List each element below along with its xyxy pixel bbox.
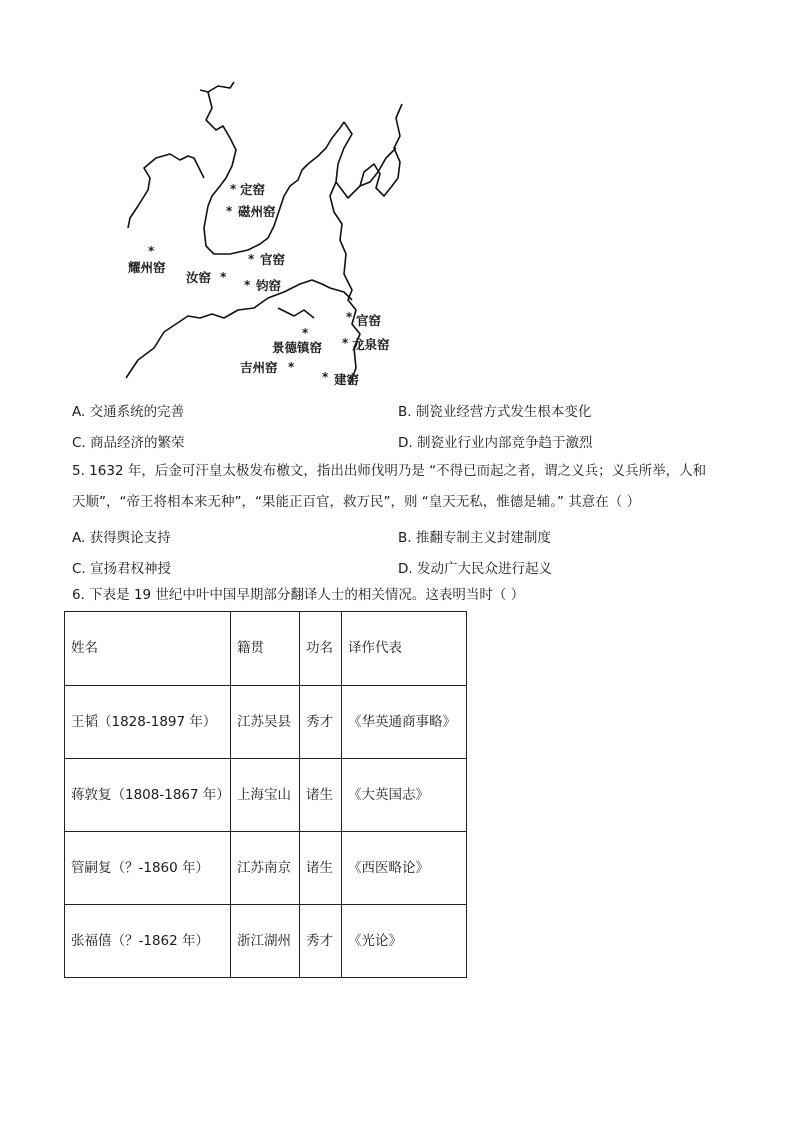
q4-option-c[interactable]: C. 商品经济的繁荣 [72, 435, 185, 451]
longquan-star: * [342, 336, 349, 350]
header-origin: 籍贯 [231, 612, 300, 686]
cell-origin: 江苏南京 [231, 832, 300, 905]
kiln-longquan: 龙泉窑 [352, 337, 390, 352]
jingdezhen-star: * [302, 326, 309, 340]
table-row [65, 759, 467, 832]
kiln-jizhou: 吉州窑 [240, 360, 278, 375]
q5-option-b[interactable]: B. 推翻专制主义封建制度 [398, 530, 551, 546]
cell-name: 管嗣复（？-1860 年） [65, 832, 231, 905]
cell-origin: 江苏吴县 [231, 686, 300, 759]
guanyao-south-star: * [346, 310, 353, 324]
q4-option-a[interactable]: A. 交通系统的完善 [72, 404, 185, 420]
ruyao-star: * [220, 270, 227, 284]
cell-origin: 上海宝山 [231, 759, 300, 832]
cell-rank: 诸生 [300, 759, 342, 832]
q5-stem-line2: 天顺”，“帝王将相本来无种”，“果能正百官，救万民”，则 “皇天无私，惟德是辅。” 其意在（ ） [72, 494, 641, 510]
kiln-guanyao-south: 官窑 [356, 313, 382, 328]
table-row [65, 832, 467, 905]
kiln-ruyao: 汝窑 [186, 270, 212, 285]
jizhou-star: * [288, 360, 295, 374]
q5-option-c[interactable]: C. 宣扬君权神授 [72, 561, 172, 577]
cell-works: 《华英通商事略》 [342, 686, 467, 759]
cell-works: 《西医略论》 [342, 832, 467, 905]
q5-option-d[interactable]: D. 发动广大民众进行起义 [398, 561, 552, 577]
cell-name: 王韬（1828-1897 年） [65, 686, 231, 759]
cell-rank: 诸生 [300, 832, 342, 905]
kiln-map [108, 78, 408, 390]
junyao-star: * [244, 278, 251, 292]
cell-origin: 浙江湖州 [231, 905, 300, 978]
cell-name: 蒋敦复（1808-1867 年） [65, 759, 231, 832]
kiln-junyao: 钧窑 [256, 278, 282, 293]
cell-rank: 秀才 [300, 686, 342, 759]
table-row [65, 905, 467, 978]
kiln-yaozhou: 耀州窑 [128, 260, 166, 275]
q4-option-d[interactable]: D. 制瓷业行业内部竞争趋于激烈 [398, 435, 593, 451]
kiln-dingyao: 定窑 [240, 182, 266, 197]
header-rank: 功名 [300, 612, 342, 686]
kiln-cizhou: 磁州窑 [238, 204, 276, 219]
cell-works: 《大英国志》 [342, 759, 467, 832]
yaozhou-star: * [148, 244, 155, 258]
kiln-guanyao-north: 官窑 [260, 252, 286, 267]
q5-option-a[interactable]: A. 获得舆论支持 [72, 530, 171, 546]
cell-rank: 秀才 [300, 905, 342, 978]
table-header-row [65, 612, 467, 686]
header-name: 姓名 [65, 612, 231, 686]
header-works: 译作代表 [342, 612, 467, 686]
translators-table [64, 611, 467, 978]
cizhou-star: * [226, 204, 233, 218]
dingyao-star: * [230, 182, 237, 196]
guanyao-north-star: * [248, 252, 255, 266]
q4-option-b[interactable]: B. 制瓷业经营方式发生根本变化 [398, 404, 592, 420]
cell-works: 《光论》 [342, 905, 467, 978]
jianyao-star: * [322, 370, 329, 384]
kiln-jianyao: 建窑 [334, 372, 360, 387]
cell-name: 张福僖（？-1862 年） [65, 905, 231, 978]
q6-stem: 6. 下表是 19 世纪中叶中国早期部分翻译人士的相关情况。这表明当时（ ） [72, 587, 525, 603]
table-row [65, 686, 467, 759]
kiln-jingdezhen: 景德镇窑 [272, 340, 323, 355]
q5-stem-line1: 5. 1632 年，后金可汗皇太极发布檄文，指出出师伐明乃是 “不得已而起之者，谓之义兵；义兵所举，人和 [72, 463, 707, 479]
